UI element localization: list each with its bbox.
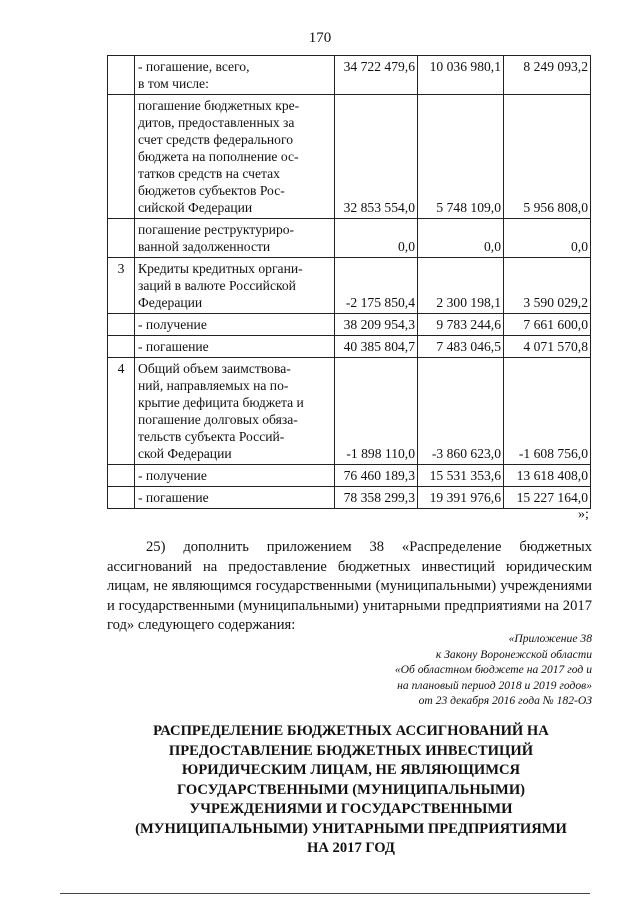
value-2018: 5 748 109,0 <box>418 95 504 219</box>
title-line: УЧРЕЖДЕНИЯМИ И ГОСУДАРСТВЕННЫМИ <box>189 801 513 817</box>
row-label: Кредиты кредитных органи- заций в валюте Российской Федерации <box>135 258 335 314</box>
title-line: НА 2017 ГОД <box>307 840 395 856</box>
row-label: - погашение, всего, в том числе: <box>135 56 335 95</box>
title-line: ПРЕДОСТАВЛЕНИЕ БЮДЖЕТНЫХ ИНВЕСТИЦИЙ <box>168 742 534 759</box>
table-row <box>108 336 591 358</box>
borrowing-table <box>107 55 591 509</box>
value-2017: 38 209 954,3 <box>335 314 418 336</box>
value-2017: -2 175 850,4 <box>335 258 418 314</box>
value-2017: 40 385 804,7 <box>335 336 418 358</box>
appendix-line: на плановый период 2018 и 2019 годов» <box>397 678 592 692</box>
value-2019: 15 227 164,0 <box>504 487 591 509</box>
table-row <box>108 95 591 219</box>
value-2019: 4 071 570,8 <box>504 336 591 358</box>
row-label: погашение бюджетных кре- дитов, предоставленных за счет средств федерального бюджета на пополнение ос- татков средств на счетах бюджетов субъектов Рос- сийской Федерации <box>135 95 335 219</box>
value-2019: 0,0 <box>504 219 591 258</box>
page-bottom-rule <box>60 893 590 894</box>
row-label: - получение <box>135 465 335 487</box>
row-number <box>108 465 135 487</box>
row-label: Общий объем заимствова- ний, направляемых на по- крытие дефицита бюджета и погашение долговых обяза- тельств субъекта Россий- ской Федерации <box>135 358 335 465</box>
table-row <box>108 56 591 95</box>
page-number: 170 <box>308 30 332 46</box>
row-label: - получение <box>135 314 335 336</box>
title-line: ЮРИДИЧЕСКИМ ЛИЦАМ, НЕ ЯВЛЯЮЩИМСЯ <box>181 762 521 778</box>
row-number <box>108 314 135 336</box>
value-2017: 32 853 554,0 <box>335 95 418 219</box>
row-number: 4 <box>108 358 135 465</box>
row-label: - погашение <box>135 487 335 509</box>
table-row <box>108 358 591 465</box>
row-number <box>108 487 135 509</box>
value-2017: 0,0 <box>335 219 418 258</box>
row-label: погашение реструктуриро- ванной задолженности <box>135 219 335 258</box>
value-2017: 34 722 479,6 <box>335 56 418 95</box>
table-row <box>108 258 591 314</box>
row-number <box>108 56 135 95</box>
value-2018: -3 860 623,0 <box>418 358 504 465</box>
title-line: ГОСУДАРСТВЕННЫМИ (МУНИЦИПАЛЬНЫМИ) <box>176 781 526 798</box>
amendment-paragraph: 25) дополнить приложением 38 «Распределение бюджетных ассигнований на предоставление бюджетных инвестиций юридическим лицам, не являющимся государственными (муниципальными) учреждениями и государственными (муниципальными) унитарными предприятиями на 2017 год» следующего содержания: <box>107 539 592 634</box>
value-2019: 8 249 093,2 <box>504 56 591 95</box>
table-body <box>108 56 591 509</box>
value-2018: 19 391 976,6 <box>418 487 504 509</box>
appendix-line: к Закону Воронежской области <box>435 647 592 661</box>
row-label: - погашение <box>135 336 335 358</box>
table-row <box>108 465 591 487</box>
table-row <box>108 219 591 258</box>
value-2017: 78 358 299,3 <box>335 487 418 509</box>
value-2019: 7 661 600,0 <box>504 314 591 336</box>
value-2018: 9 783 244,6 <box>418 314 504 336</box>
value-2018: 10 036 980,1 <box>418 56 504 95</box>
title-line: РАСПРЕДЕЛЕНИЕ БЮДЖЕТНЫХ АССИГНОВАНИЙ НА <box>153 723 549 739</box>
value-2018: 15 531 353,6 <box>418 465 504 487</box>
appendix-line: «Приложение 38 <box>508 632 592 645</box>
value-2019: 5 956 808,0 <box>504 95 591 219</box>
value-2019: 3 590 029,2 <box>504 258 591 314</box>
row-number: 3 <box>108 258 135 314</box>
row-number <box>108 95 135 219</box>
value-2017: -1 898 110,0 <box>335 358 418 465</box>
value-2018: 7 483 046,5 <box>418 336 504 358</box>
appendix-reference <box>272 631 592 709</box>
value-2018: 2 300 198,1 <box>418 258 504 314</box>
document-title <box>107 722 595 859</box>
value-2018: 0,0 <box>418 219 504 258</box>
row-number <box>108 219 135 258</box>
appendix-line: «Об областном бюджете на 2017 год и <box>394 663 592 677</box>
appendix-line: от 23 декабря 2016 года № 182-ОЗ <box>418 694 592 708</box>
table-row <box>108 314 591 336</box>
value-2019: 13 618 408,0 <box>504 465 591 487</box>
title-line: (МУНИЦИПАЛЬНЫМИ) УНИТАРНЫМИ ПРЕДПРИЯТИЯМИ <box>135 820 567 837</box>
value-2017: 76 460 189,3 <box>335 465 418 487</box>
value-2019: -1 608 756,0 <box>504 358 591 465</box>
table-row <box>108 487 591 509</box>
closing-quote: »; <box>578 507 589 522</box>
row-number <box>108 336 135 358</box>
